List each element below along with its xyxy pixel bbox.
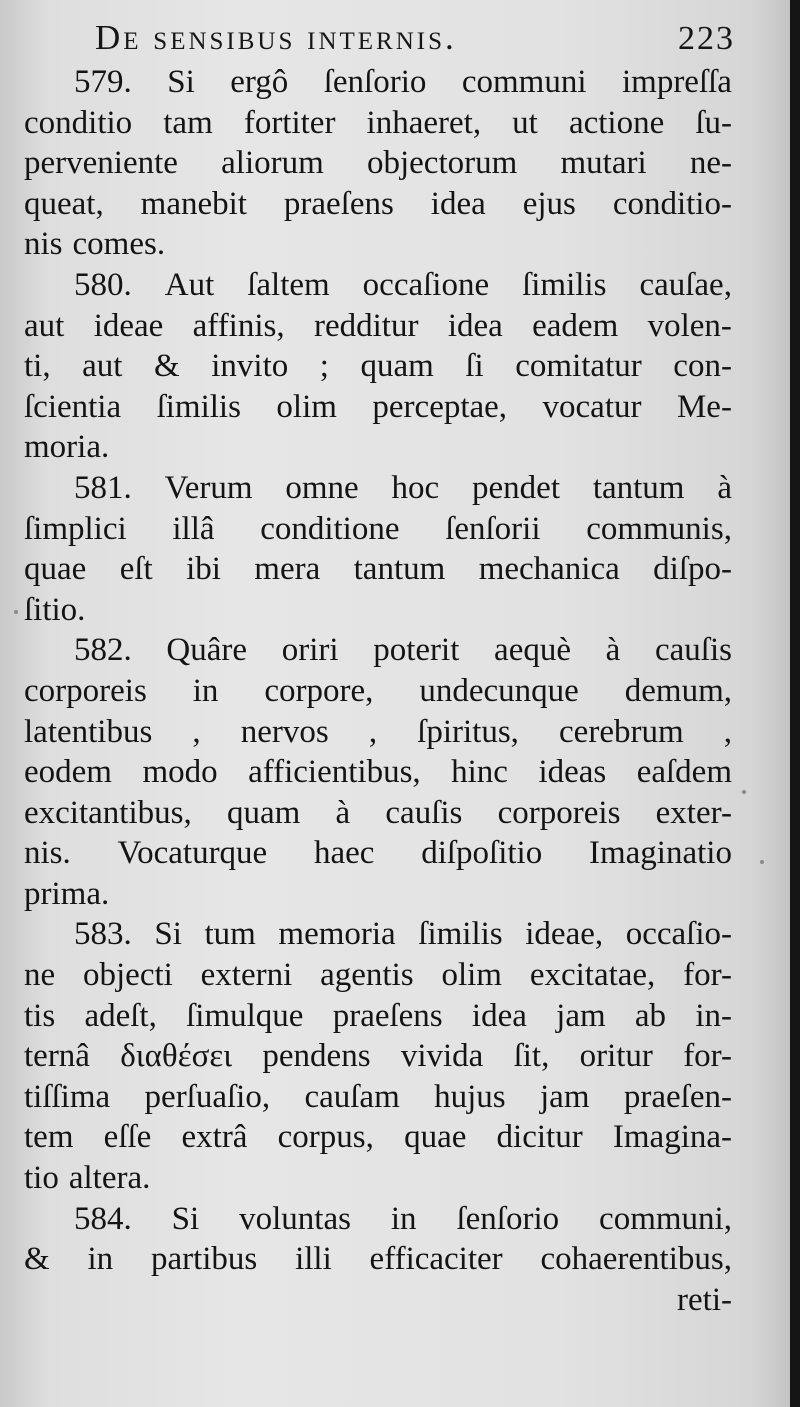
text-word: quam — [226, 794, 301, 831]
text-word: excitatae, — [529, 957, 656, 994]
text-word: praeſens — [332, 997, 443, 1034]
text-word: oritur — [579, 1038, 653, 1075]
text-word: conditio — [24, 104, 133, 141]
text-word: mera — [254, 551, 321, 588]
text-word: reti- — [677, 1281, 732, 1318]
text-line — [24, 1117, 732, 1158]
page-header — [95, 14, 735, 64]
text-word: agentis — [320, 957, 414, 994]
text-word: , — [192, 713, 201, 750]
text-word: tantum — [353, 551, 446, 588]
text-word: nervos — [240, 713, 329, 750]
text-line — [24, 1199, 732, 1240]
text-word: memoria — [278, 916, 396, 953]
text-word: praeſens — [283, 185, 394, 222]
text-word: tem — [24, 1119, 74, 1156]
text-word: excitantibus, — [24, 794, 192, 831]
text-line — [24, 793, 732, 834]
text-word: pendens — [262, 1038, 371, 1075]
text-word: eadem — [532, 307, 619, 344]
text-word: ut — [512, 104, 538, 141]
text-line — [24, 306, 732, 347]
page-number: 223 — [678, 20, 735, 57]
text-word: praeſen- — [623, 1078, 732, 1115]
text-word: vivida — [400, 1038, 484, 1075]
text-word: aut — [24, 307, 65, 344]
text-word: demum, — [624, 672, 732, 709]
text-word: aequè — [494, 632, 571, 669]
text-word: haec — [313, 835, 375, 872]
text-word: ſimplici — [24, 510, 127, 547]
text-line — [24, 874, 732, 915]
text-word: cauſis — [385, 794, 463, 831]
text-word: Aut — [164, 266, 215, 303]
text-word: altera. — [68, 1160, 151, 1197]
text-line — [24, 996, 732, 1037]
text-word: occaſione — [362, 266, 490, 303]
text-word: eaſdem — [636, 754, 732, 791]
text-line — [24, 712, 732, 753]
text-word: quae — [404, 1119, 467, 1156]
text-word: ne- — [689, 145, 732, 182]
text-word: latentibus — [24, 713, 153, 750]
text-word: inhaeret, — [366, 104, 482, 141]
text-word: 580. — [74, 266, 132, 303]
text-word: ſenſorio — [456, 1200, 560, 1237]
text-word: illâ — [172, 510, 215, 547]
text-word: ergô — [230, 64, 289, 100]
text-word: impreſſa — [621, 64, 732, 100]
body-text — [24, 62, 732, 1320]
page-edge — [790, 0, 800, 1407]
text-line — [24, 103, 732, 144]
text-word: efficaciter — [369, 1241, 503, 1278]
text-word: tio — [24, 1160, 59, 1197]
text-word: tantum — [592, 469, 685, 506]
text-word: 582. — [74, 632, 132, 669]
text-word: ſit, — [513, 1038, 550, 1075]
text-line — [24, 914, 732, 955]
text-word: idea — [430, 185, 486, 222]
text-word: undecunque — [419, 672, 579, 709]
text-word: communi — [461, 64, 587, 100]
text-word: cauſae, — [639, 266, 732, 303]
text-word: cerebrum — [559, 713, 684, 750]
text-word: con- — [673, 348, 732, 385]
text-word: communi, — [599, 1200, 732, 1237]
text-line — [24, 1036, 732, 1077]
text-word: ſimilis — [522, 266, 607, 303]
text-word: extrâ — [181, 1119, 248, 1156]
text-line — [24, 1239, 732, 1280]
text-word: affinis, — [192, 307, 285, 344]
text-word: omne — [285, 469, 359, 506]
text-word: 584. — [74, 1200, 132, 1237]
text-word: oriri — [281, 632, 339, 669]
text-line — [24, 590, 732, 631]
text-word: in- — [695, 997, 732, 1034]
text-word: ternâ — [24, 1038, 90, 1075]
text-word: afficientibus, — [248, 754, 421, 791]
text-word: corpus, — [277, 1119, 374, 1156]
text-word: illi — [295, 1241, 332, 1278]
text-word: actione — [568, 104, 665, 141]
text-word: jam — [556, 997, 606, 1034]
text-word: manebit — [140, 185, 247, 222]
text-word: Si — [171, 1200, 200, 1237]
text-word: tum — [204, 916, 256, 953]
text-line — [24, 427, 732, 468]
text-word: Vocaturque — [117, 835, 268, 872]
text-word: exter- — [655, 794, 732, 831]
text-line — [24, 509, 732, 550]
text-line — [24, 1077, 732, 1118]
text-word: à — [605, 632, 621, 669]
text-word: διαθέσει — [120, 1038, 233, 1075]
text-word: dicitur — [496, 1119, 583, 1156]
text-word: mutari — [560, 145, 647, 182]
text-line — [24, 387, 732, 428]
text-word: jam — [540, 1078, 590, 1115]
text-word: communis, — [586, 510, 732, 547]
text-line — [24, 630, 732, 671]
text-line — [24, 549, 732, 590]
text-word: in — [192, 672, 219, 709]
text-word: , — [723, 713, 732, 750]
text-word: ; — [319, 348, 329, 385]
text-word: Imaginatio — [588, 835, 732, 872]
text-word: à — [335, 794, 351, 831]
text-word: in — [87, 1241, 114, 1278]
text-word: mechanica — [478, 551, 620, 588]
text-word: ſcientia — [24, 388, 122, 425]
text-line — [24, 62, 732, 103]
text-word: poterit — [373, 632, 460, 669]
text-word: cohaerentibus, — [540, 1241, 732, 1278]
text-word: ſi — [465, 348, 484, 385]
text-word: 583. — [74, 916, 132, 953]
text-word: redditur — [313, 307, 419, 344]
text-word: olim — [276, 388, 337, 425]
text-word: Me- — [676, 388, 732, 425]
text-word: pendet — [472, 469, 560, 506]
text-word: conditione — [260, 510, 400, 547]
text-word: ab — [634, 997, 667, 1034]
text-word: comitatur — [515, 348, 642, 385]
text-word: ne — [24, 957, 56, 994]
text-word: & — [24, 1241, 50, 1278]
text-word: aut — [82, 348, 123, 385]
text-word: perveniente — [24, 145, 178, 182]
text-line — [24, 143, 732, 184]
text-word: 581. — [74, 469, 132, 506]
text-word: cauſis — [655, 632, 732, 669]
text-line — [24, 468, 732, 509]
text-line — [24, 224, 732, 265]
text-line — [24, 752, 732, 793]
text-word: ſitio. — [24, 591, 86, 628]
text-word: ſu- — [695, 104, 732, 141]
text-line — [24, 833, 732, 874]
ink-speck — [14, 610, 18, 614]
text-word: hujus — [434, 1078, 506, 1115]
running-title: De sensibus internis. — [95, 18, 457, 57]
text-word: eſſe — [103, 1119, 152, 1156]
text-word: tam — [163, 104, 213, 141]
text-word: 579. — [74, 64, 132, 100]
text-word: quae — [24, 551, 87, 588]
text-word: ejus — [522, 185, 576, 222]
text-word: idea — [447, 307, 503, 344]
text-word: comes. — [72, 226, 166, 263]
text-word: fortiter — [243, 104, 336, 141]
text-word: volen- — [647, 307, 732, 344]
text-word: ideas — [538, 754, 607, 791]
ink-speck — [760, 860, 764, 864]
text-word: objectorum — [366, 145, 518, 182]
text-word: ſimilis — [418, 916, 503, 953]
text-word: nis. — [24, 835, 71, 872]
text-word: occaſio- — [625, 916, 732, 953]
text-word: Si — [154, 916, 182, 953]
text-word: ideae, — [525, 916, 604, 953]
text-word: voluntas — [239, 1200, 351, 1237]
text-word: hoc — [391, 469, 440, 506]
text-word: Quâre — [166, 632, 248, 669]
text-word: diſpo- — [653, 551, 732, 588]
text-line — [24, 184, 732, 225]
text-line — [24, 1158, 732, 1199]
text-word: ſimulque — [186, 997, 304, 1034]
text-line — [24, 346, 732, 387]
text-line — [24, 265, 732, 306]
text-word: olim — [441, 957, 502, 994]
text-word: quam — [360, 348, 434, 385]
text-word: & — [154, 348, 180, 385]
text-word: perſuaſio, — [144, 1078, 271, 1115]
text-word: eſt — [119, 551, 153, 588]
text-word: , — [368, 713, 378, 750]
ink-speck — [742, 790, 746, 794]
text-word: à — [717, 469, 732, 506]
text-word: eodem — [24, 754, 112, 791]
text-word: corpore, — [264, 672, 374, 709]
text-line — [24, 1280, 732, 1321]
text-word: nis — [24, 226, 63, 263]
text-word: modo — [142, 754, 218, 791]
text-word: Si — [167, 64, 195, 100]
text-word: queat, — [24, 185, 104, 222]
text-word: ti, — [24, 348, 51, 385]
text-word: adeſt, — [84, 997, 157, 1034]
text-word: partibus — [150, 1241, 258, 1278]
text-word: objecti — [83, 957, 173, 994]
text-word: diſpoſitio — [421, 835, 543, 872]
text-word: externi — [200, 957, 293, 994]
text-word: tis — [24, 997, 56, 1034]
text-line — [24, 671, 732, 712]
text-word: ſaltem — [247, 266, 330, 303]
text-word: tiſſima — [24, 1078, 111, 1115]
text-word: cauſam — [304, 1078, 400, 1115]
text-word: moria. — [24, 429, 110, 466]
text-word: ſenſorio — [323, 64, 427, 100]
text-word: corporeis — [24, 672, 147, 709]
text-word: hinc — [451, 754, 508, 791]
text-word: corporeis — [497, 794, 621, 831]
text-word: ideae — [93, 307, 164, 344]
text-word: in — [390, 1200, 417, 1237]
text-word: idea — [471, 997, 527, 1034]
text-word: vocatur — [542, 388, 642, 425]
text-word: aliorum — [221, 145, 324, 182]
text-word: conditio- — [612, 185, 732, 222]
text-word: ſpiritus, — [417, 713, 519, 750]
text-word: invito — [211, 348, 289, 385]
text-word: perceptae, — [372, 388, 508, 425]
text-word: for- — [683, 957, 732, 994]
text-word: ibi — [186, 551, 221, 588]
text-word: Verum — [164, 469, 253, 506]
text-word: ſenſorii — [445, 510, 541, 547]
text-line — [24, 955, 732, 996]
text-word: for- — [683, 1038, 732, 1075]
text-word: Imagina- — [612, 1119, 732, 1156]
text-word: ſimilis — [156, 388, 241, 425]
text-word: prima. — [24, 875, 110, 912]
